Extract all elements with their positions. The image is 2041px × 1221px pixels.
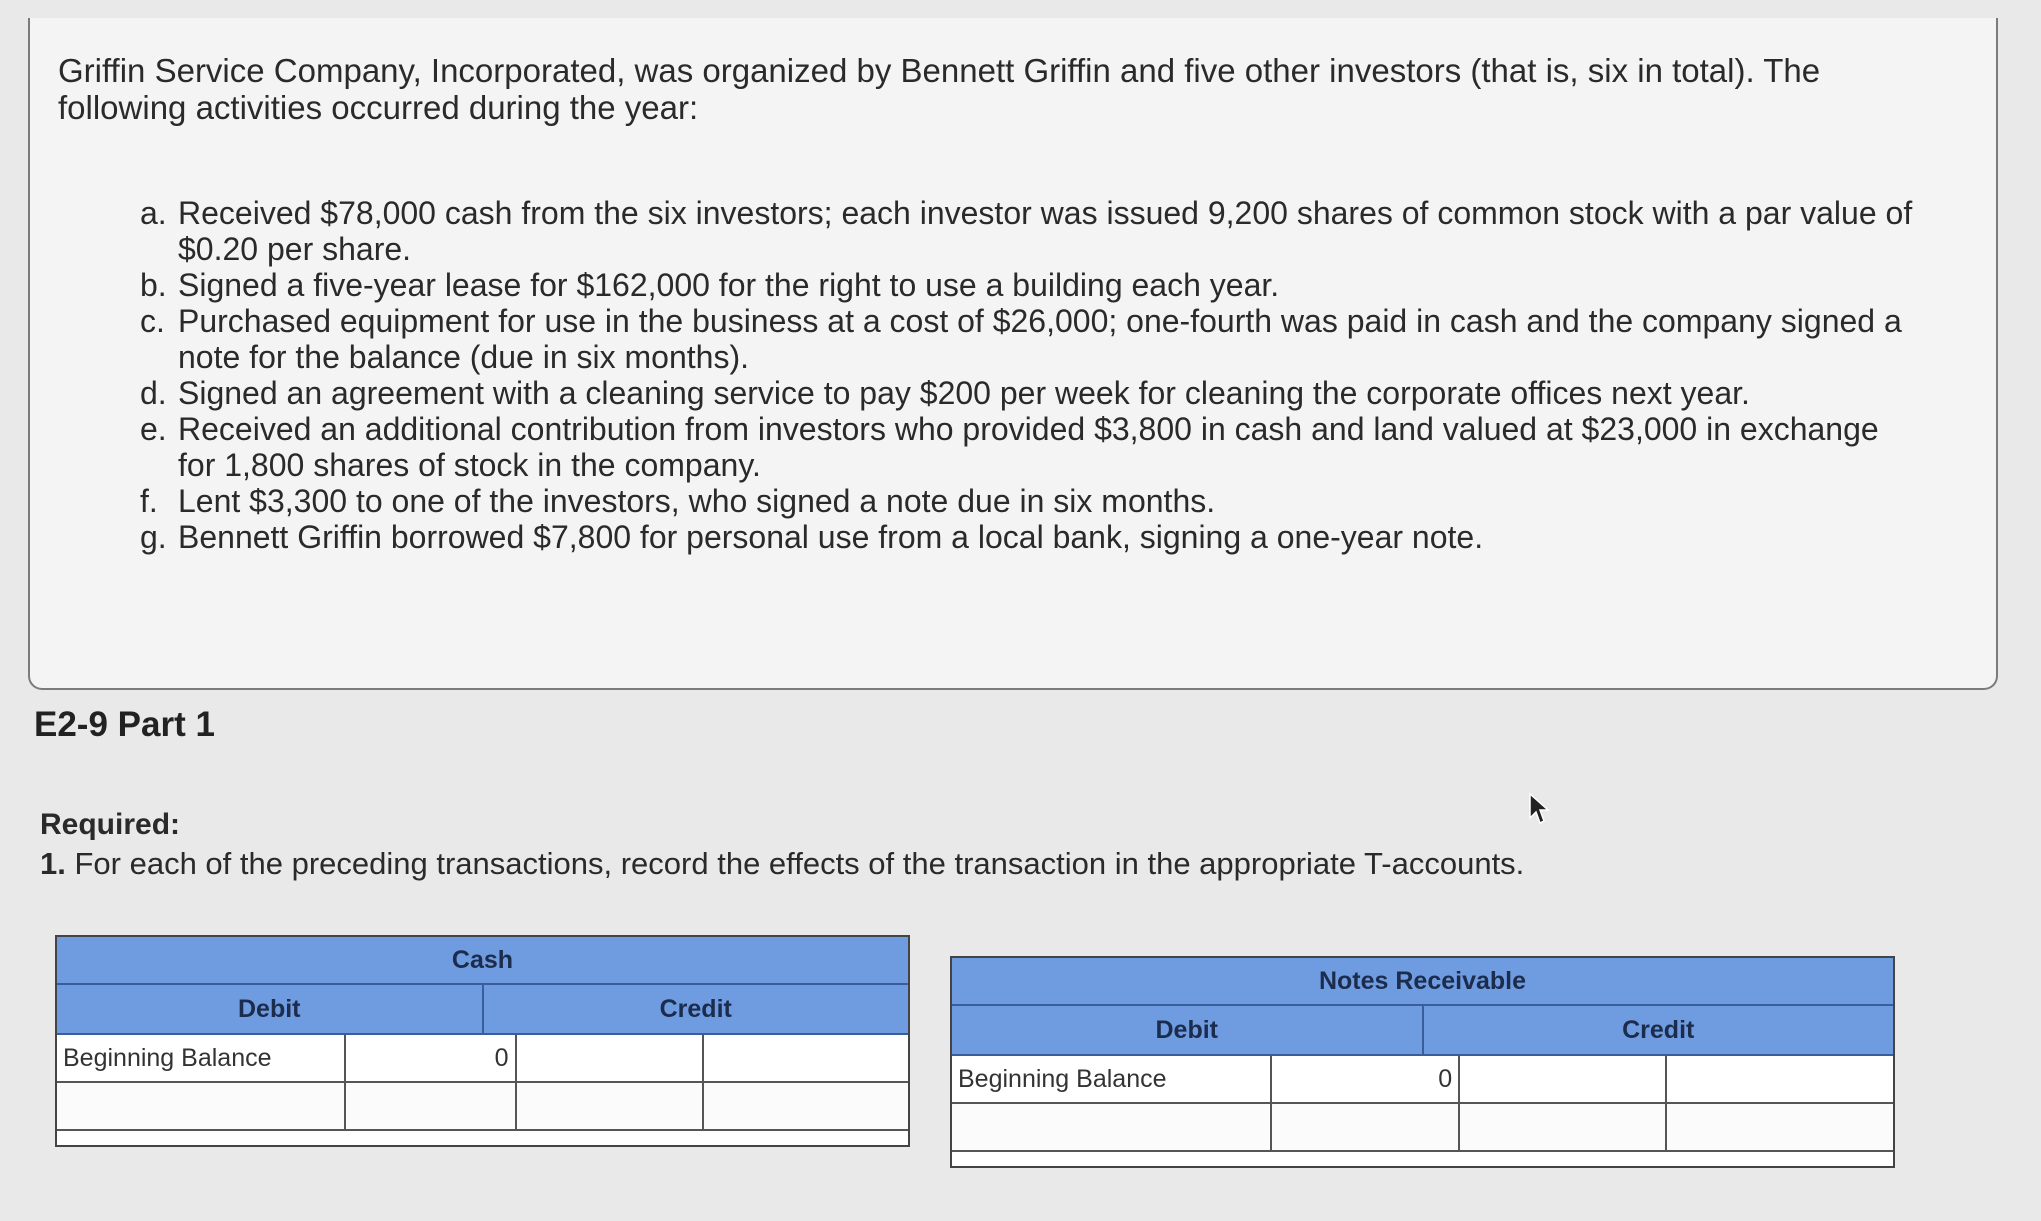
credit-header: Credit [1622,1016,1695,1044]
credit-value-cell[interactable] [1667,1056,1893,1102]
debit-header: Debit [952,1006,1424,1054]
credit-value-input[interactable] [1667,1104,1893,1150]
activity-item: f. Lent $3,300 to one of the investors, who signed a note due in six months. [140,483,1216,519]
credit-value-input[interactable] [704,1083,908,1129]
required-label: Required: [40,808,181,841]
credit-label-input[interactable] [517,1083,704,1129]
t-account-title: Cash [57,937,908,985]
debit-value-input[interactable] [1272,1104,1460,1150]
mouse-cursor-icon [1528,792,1552,826]
beginning-balance-value: 0 [1272,1056,1460,1102]
debit-label-input[interactable] [57,1083,346,1129]
debit-value-input[interactable] [346,1083,516,1129]
entry-row [952,1104,1893,1152]
beginning-balance-row [57,1035,908,1083]
t-account-notes-receivable [950,956,1895,1168]
credit-label-input[interactable] [1460,1104,1667,1150]
credit-header: Credit [659,995,732,1023]
credit-label-cell[interactable] [517,1035,704,1081]
debit-label-input[interactable] [952,1104,1272,1150]
beginning-balance-label: Beginning Balance [57,1035,346,1081]
activity-item: a. Received $78,000 cash from the six investors; each investor was issued 9,200 shares of common stock with a par value of $0.20 per share. [140,195,1913,267]
entry-row [57,1083,908,1131]
t-account-header [57,985,908,1035]
activity-item: b. Signed a five-year lease for $162,000 for the right to use a building each year. [140,267,1280,303]
required-text: 1. For each of the preceding transactions, record the effects of the transaction in the appropriate T-accounts. [40,846,1525,881]
activity-list [140,195,1920,555]
problem-intro: Griffin Service Company, Incorporated, was organized by Bennett Griffin and five other investors (that is, six in total). The following activities occurred during the year: [58,52,1821,126]
t-account-title: Notes Receivable [952,958,1893,1006]
beginning-balance-label: Beginning Balance [952,1056,1272,1102]
beginning-balance-value: 0 [346,1035,516,1081]
section-heading: E2-9 Part 1 [34,705,215,744]
credit-label-cell[interactable] [1460,1056,1667,1102]
activity-item: d. Signed an agreement with a cleaning service to pay $200 per week for cleaning the corporate offices next year. [140,375,1750,411]
t-account-header [952,1006,1893,1056]
beginning-balance-row [952,1056,1893,1104]
activity-item: g. Bennett Griffin borrowed $7,800 for personal use from a local bank, signing a one-year note. [140,519,1484,555]
debit-header: Debit [57,985,484,1033]
activity-item: e. Received an additional contribution from investors who provided $3,800 in cash and land valued at $23,000 in exchange for 1,800 shares of stock in the company. [140,411,1879,483]
t-account-cash [55,935,910,1147]
required-block [40,808,1640,882]
activity-item: c. Purchased equipment for use in the business at a cost of $26,000; one-fourth was paid in cash and the company signed a note for the balance (due in six months). [140,303,1902,375]
credit-value-cell[interactable] [704,1035,908,1081]
